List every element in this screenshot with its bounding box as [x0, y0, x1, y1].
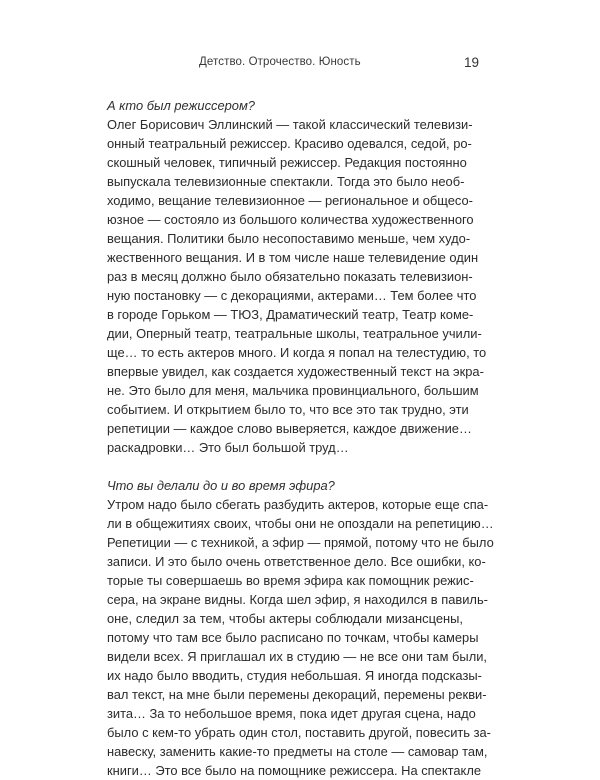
answer-text-line: впервые увидел, как создается художественный текст на экра-: [107, 364, 484, 379]
running-title: Детство. Отрочество. Юность: [199, 56, 361, 68]
running-header: [0, 56, 600, 76]
answer-text-line: оне, следил за тем, чтобы актеры соблюдали мизансцены,: [107, 611, 463, 626]
answer-text-line: их надо было вводить, студия небольшая. Я иногда подсказы-: [107, 668, 482, 683]
answer-text-line: ную постановку — с декорациями, актерами… Тем более что: [107, 288, 477, 303]
answer-text-line: дии, Оперный театр, театральные школы, театральное учили-: [107, 326, 482, 341]
answer-text-line: ще… то есть актеров много. И когда я попал на телестудию, то: [107, 345, 487, 360]
interview-section: [107, 476, 494, 780]
answer-text-line: жественного вещания. И в том числе наше телевидение один: [107, 250, 479, 265]
answer-text-line: скошный человек, типичный режиссер. Редакция постоянно: [107, 155, 467, 170]
answer-text-line: книги… Это все было на помощнике режиссера. На спектакле: [107, 763, 482, 778]
answer-text-line: ли в общежитиях своих, чтобы они не опоздали на репетицию…: [107, 516, 494, 531]
answer-text-line: Репетиции — с техникой, а эфир — прямой, потому что не было: [107, 535, 494, 550]
interview-question: Что вы делали до и во время эфира?: [107, 478, 335, 493]
answer-text-line: вал текст, на мне были перемены декораций, перемены рекви-: [107, 687, 487, 702]
answer-text-line: юзное — состояло из большого количества художественного: [107, 212, 474, 227]
answer-text-line: раскадровки… Это был большой труд…: [107, 440, 349, 455]
answer-text-line: не. Это было для меня, мальчика провинциального, большим: [107, 383, 479, 398]
answer-text-line: онный театральный режиссер. Красиво одевался, седой, ро-: [107, 136, 472, 151]
answer-text-line: было с кем-то убрать один стол, поставить другой, повесить за-: [107, 725, 491, 740]
body-text: [107, 96, 494, 780]
interview-section: [107, 96, 487, 457]
answer-text-line: событием. И открытием было то, что все это так трудно, эти: [107, 402, 469, 417]
answer-text-line: сера, на экране видны. Когда шел эфир, я находился в павиль-: [107, 592, 488, 607]
answer-text-line: Утром надо было сбегать разбудить актеров, которые еще спа-: [107, 497, 489, 512]
answer-text-line: в городе Горьком — ТЮЗ, Драматический театр, Театр коме-: [107, 307, 474, 322]
answer-text-line: выпускала телевизионные спектакли. Тогда это было необ-: [107, 174, 465, 189]
answer-text-line: записи. И это было очень ответственное дело. Все ошибки, ко-: [107, 554, 486, 569]
answer-text-line: навеску, заменить какие-то предметы на столе — самовар там,: [107, 744, 488, 759]
interview-question: А кто был режиссером?: [107, 98, 255, 113]
answer-text-line: Олег Борисович Эллинский — такой классический телевизи-: [107, 117, 473, 132]
page-number: 19: [464, 55, 480, 70]
answer-text-line: вещания. Политики было несопоставимо меньше, чем худо-: [107, 231, 471, 246]
answer-text-line: зита… За то небольшое время, пока идет другая сцена, надо: [107, 706, 476, 721]
answer-text-line: торые ты совершаешь во время эфира как помощник режис-: [107, 573, 474, 588]
answer-text-line: раз в месяц должно было обязательно показать телевизион-: [107, 269, 473, 284]
answer-text-line: потому что там все было расписано по точкам, чтобы камеры: [107, 630, 479, 645]
answer-text-line: ходимо, вещание телевизионное — региональное и общесо-: [107, 193, 473, 208]
answer-text-line: видели всех. Я приглашал их в студию — не все они там были,: [107, 649, 487, 664]
answer-text-line: репетиции — каждое слово выверяется, каждое движение…: [107, 421, 472, 436]
